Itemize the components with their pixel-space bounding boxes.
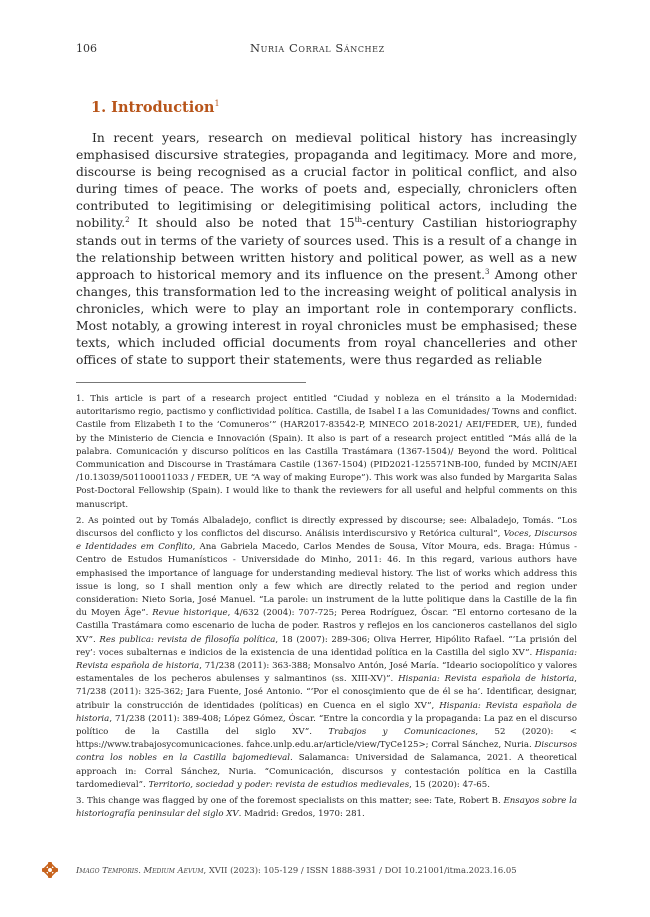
footnote-1: 1. This article is part of a research project entitled “Ciudad y nobleza en el tránsito a la Modernidad: autoritarismo regio, pactismo y conflictividad política. Castilla, de Isabel I a las Comunidades/ Towns and conflict. Castile from Elizabeth I to the ‘Comuneros’” (HAR2017-83542-P, MINECO 2018-2021/ AEI/FEDER, UE), funded by the Ministerio de Ciencia e Innovación (Spain). It also is part of a research project entitled “Más allá de la palabra. Comunicación y discurso políticos en las Castilla Trastámara (1367-1504)/ Beyond the word. Political Communication and Discourse in Trastámara Castile (1367-1504) (PID2021-125571NB-I00, funded by MCIN/AEI /10.13039/501100011033 / FEDER, UE “A way of making Europe”). This work was also funded by Margarita Salas Post-Doctoral Fellowship (Spain). I would like to thank the reviewers for all useful and helpful comments on this manuscript. (76, 394, 577, 510)
footnote-text: , 15 (2020): 47-65. (409, 779, 490, 790)
footnote-title: Voces, Discursos e Identidades em Conflito (76, 529, 577, 553)
footnote-title: Hispania: Revista española de historia (76, 700, 577, 724)
footnote-text: , 52 (2020): < https://www.trabajosycomunicaciones. fahce.unlp.edu.ar/article/view/TyCe125>; Corral Sánchez, Nuria. (76, 727, 577, 751)
footnote-title: Hispania: Revista española de historia (398, 674, 575, 685)
footer-journal: Imago Temporis. Medium Aevum (76, 865, 204, 875)
footnote-text: , 71/238 (2011): 325-362; Jara Fuente, José Antonio. “’Por el conosçimiento que de él se ha’. Identificar, designar, atribuir la construcción de identidades (políticas) en Cuenca en el siglo XV”, (76, 674, 578, 711)
body-paragraph (76, 130, 577, 369)
journal-logo-icon (42, 862, 58, 878)
footnote-2 (76, 515, 577, 792)
footnote-title: Revue historique (152, 608, 228, 619)
section-heading (91, 99, 220, 116)
footnote-text: , Ana Gabriela Macedo, Carlos Mendes de Sousa, Vítor Moura, eds. Braga: Húmus - Centro de Estudos Humanísticos - Universidade do Minho, 2011: 46. In this regard, various authors have emphasised the importance of language for understanding medieval history. The list of works which address this issue is long, so I shall mention only a few which are directly related to the period and region under consideration: Nieto Soria, José Manuel. “La parole: un instrument de la lutte politique dans la Castille de la fin du Moyen Âge”. (76, 542, 577, 619)
footnote-title: Territorio, sociedad y poder: revista de estudios medievales (148, 779, 410, 790)
body-text-part: -century Castilian historiography stands out in terms of the variety of sources used. This is a result of a change in the relationship between written history and political power, as well as a new approach to historical memory and its influence on the present. (76, 216, 578, 282)
footnote-text: , 71/238 (2011): 363-388; Monsalvo Antón, José María. “Ideario sociopolítico y valores estamentales de los pecheros abulenses y salmantinos (ss. XIII-XV)”. (76, 661, 577, 685)
footnote-title: Discursos contra los nobles en la Castilla bajomedieval (76, 740, 577, 764)
footer-citation: , XVII (2023): 105-129 / ISSN 1888-3931 / DOI 10.21001/itma.2023.16.05 (203, 865, 517, 875)
footnote-3 (76, 795, 577, 821)
footnote-title: Hispania: Revista española de historia (76, 647, 577, 672)
footnote-text: , 71/238 (2011): 389-408; López Gómez, Óscar. “Entre la concordia y la propaganda: La paz en el discurso político de la Castilla del siglo XV”. (76, 713, 577, 738)
footnote-title: Res publica: revista de filosofía política (99, 634, 276, 645)
footnote-ref-3[interactable]: 3 (485, 267, 490, 276)
footnote-ref-2[interactable]: 2 (125, 216, 130, 225)
footnote-title: Trabajos y Comunicaciones (328, 727, 476, 738)
footnote-ref-1[interactable]: 1 (214, 99, 220, 109)
footnote-text: , 18 (2007): 289-306; Oliva Herrer, Hipólito Rafael. “’La prisión del rey’: voces subalternas e indicios de la existencia de una identidad política en la Castilla del siglo XV”. (76, 634, 578, 658)
body-text-part: In recent years, research on medieval political history has increasingly emphasised discursive strategies, propaganda and legitimacy. More and more, discourse is being recognised as a crucial factor in political conflict, and also during times of peace. The works of poets and, especially, chroniclers often contributed to legitimising or delegitimising political actors, including the nobility. (76, 131, 577, 231)
page-number: 106 (76, 42, 97, 55)
footer (76, 865, 596, 875)
ordinal-suffix: th (354, 216, 363, 225)
running-head: Nuria Corral Sánchez (250, 41, 385, 55)
footnotes (76, 393, 577, 825)
section-heading-text: 1. Introduction (91, 99, 215, 116)
footnote-text: . Salamanca: Universidad de Salamanca, 2021. A theoretical approach in: Corral Sánchez, Nuria. “Comunicación, discursos y contestación política en la Castilla tardomedieval”. (76, 753, 577, 790)
footnote-text: 3. This change was flagged by one of the foremost specialists on this matter; see: Tate, Robert B. (76, 796, 504, 807)
footnote-text: 2. As pointed out by Tomás Albaladejo, conflict is directly expressed by discourse; see: Albaladejo, Tomás. “Los discursos del conflicto y los conflictos del discurso. Análisis interdiscursivo y Retórica cultural”, (76, 515, 577, 540)
footnote-text: , 4/632 (2004): 707-725; Perea Rodríguez, Óscar. “El entorno cortesano de la Castilla Trastámara como escenario de lucha de poder. Rastros y reflejos en los cancioneros castellanos del siglo XV”. (76, 608, 577, 645)
footnote-text: . Madrid: Gredos, 1970: 281. (238, 809, 365, 820)
body-text-part: Among other changes, this transformation led to the increasing weight of political analysis in chronicles, which were to play an important role in contemporary conflicts. Most notably, a growing interest in royal chronicles must be emphasised; these texts, which included official documents from royal chancelleries and other offices of state to support their statements, were thus regarded as reliable (76, 267, 577, 368)
body-text-part: It should also be noted that 15 (129, 216, 355, 231)
footnote-title: Ensayos sobre la historiografía peninsular del siglo XV (76, 796, 577, 820)
footnote-divider (76, 382, 306, 383)
